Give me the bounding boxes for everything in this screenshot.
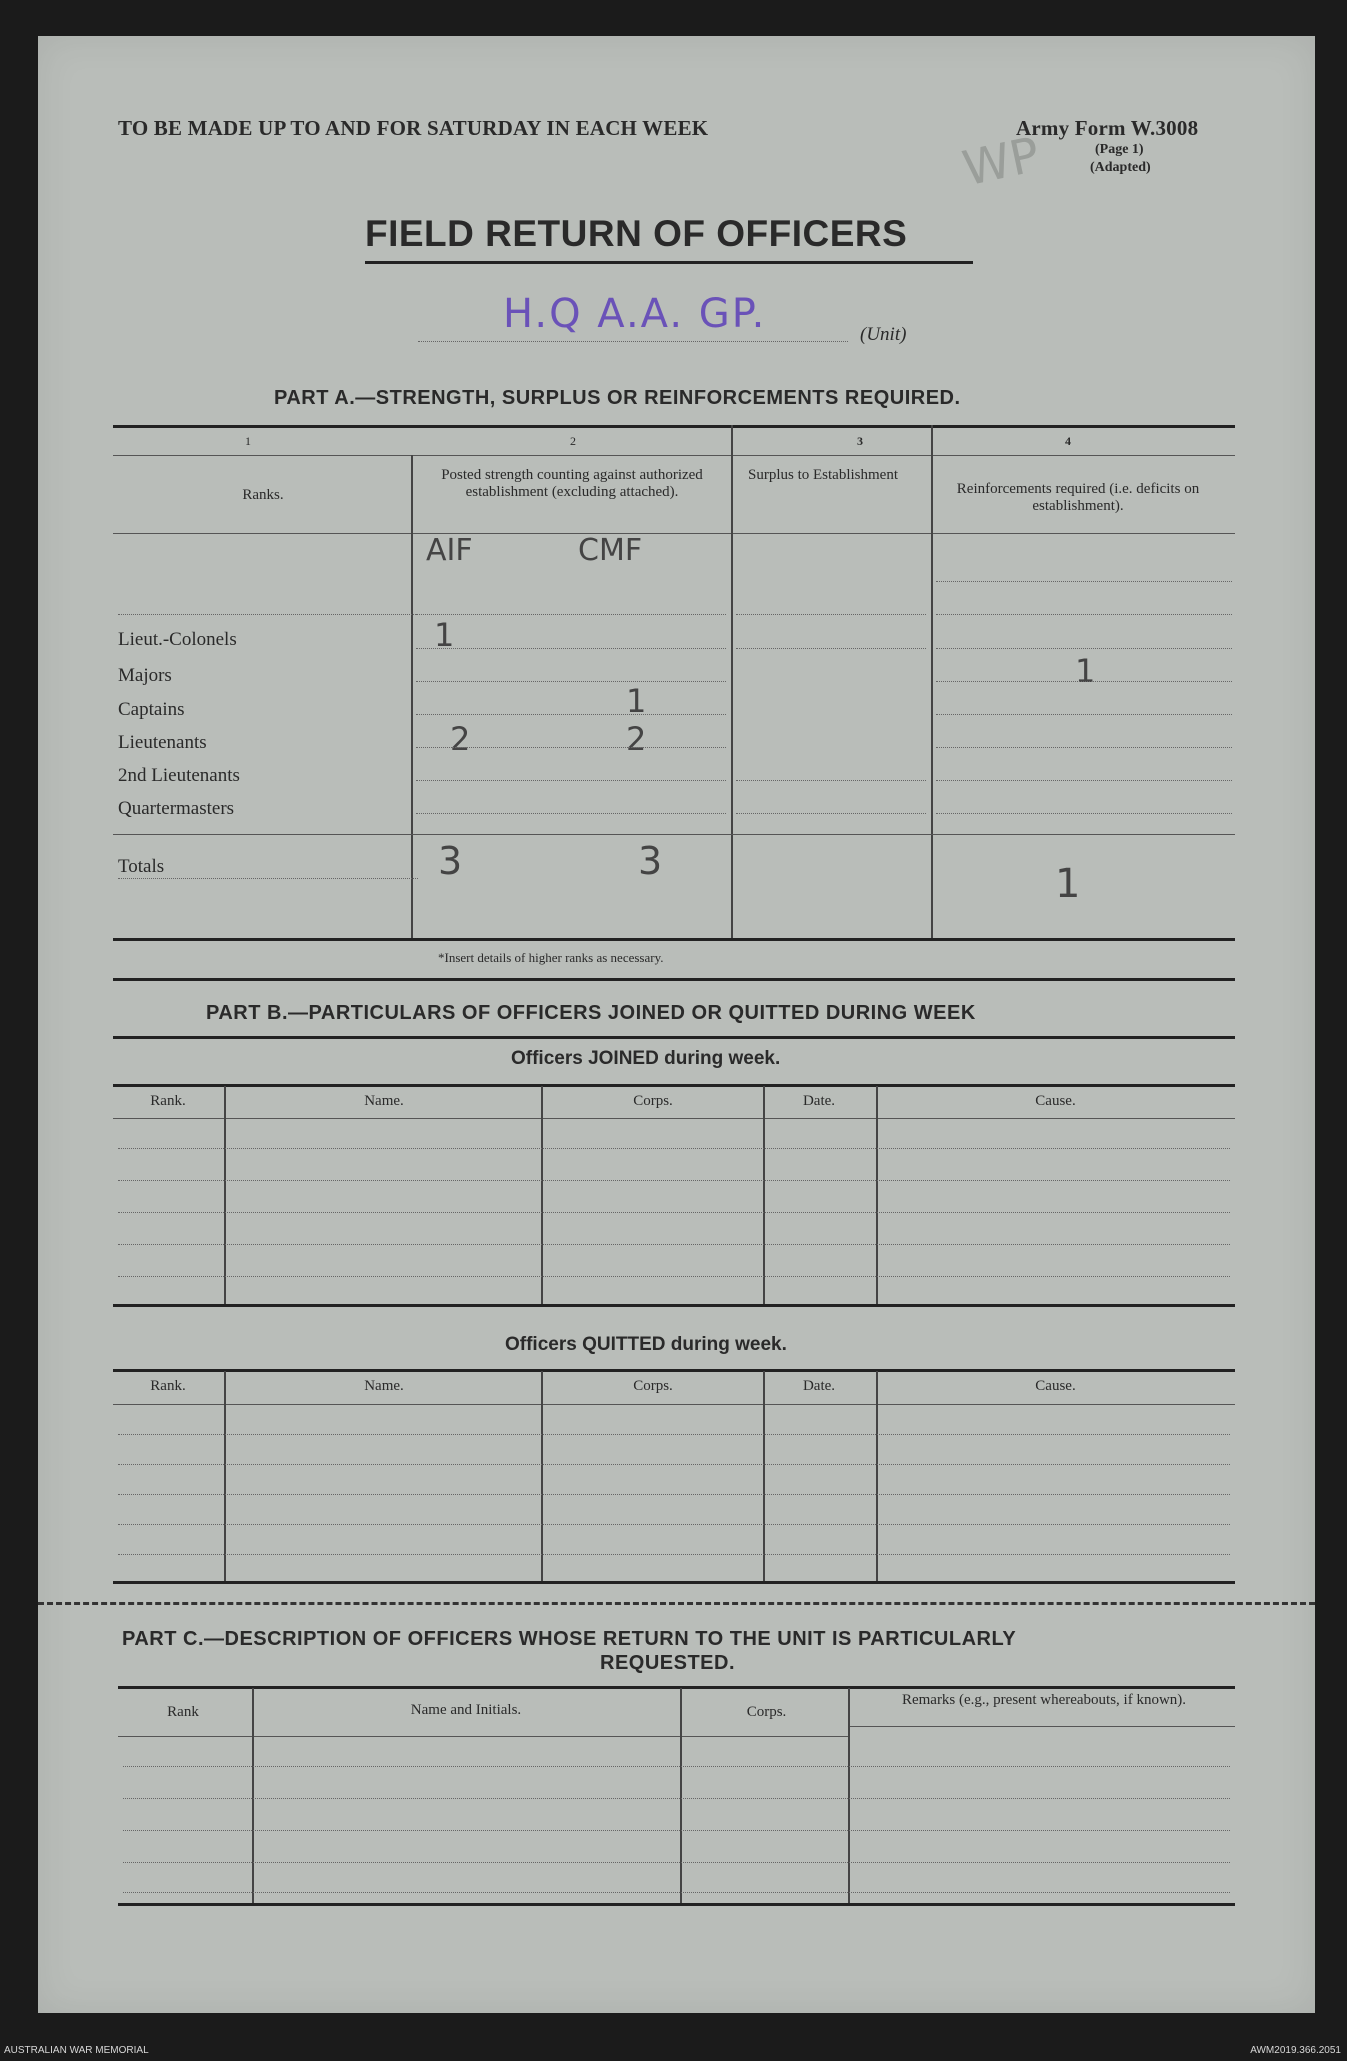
quitted-bottom-rule [113,1581,1235,1584]
row-line [936,614,1232,615]
joined-row-line [118,1148,1230,1149]
row-line [416,813,726,814]
quitted-title: Officers QUITTED during week. [505,1334,787,1355]
aif-lieut-colonels: 1 [434,616,455,654]
part-c-bottom-rule [118,1903,1235,1906]
part-c-title-line2: REQUESTED. [600,1652,736,1674]
joined-row-line [118,1244,1230,1245]
joined-divider [224,1086,226,1304]
part-c-title-line1: PART C.—DESCRIPTION OF OFFICERS WHOSE RETURN TO THE UNIT IS PARTICULARLY [122,1628,1017,1650]
joined-col-date: Date. [802,1093,836,1109]
joined-row-line [118,1180,1230,1181]
part-a-footnote-rule [113,978,1235,981]
form-sheet [38,36,1315,2013]
part-c-col-rank: Rank [167,1704,199,1720]
row-line [936,648,1232,649]
row-line [416,648,726,649]
totals-label: Totals [118,856,165,877]
part-b-title: PART B.—PARTICULARS OF OFFICERS JOINED OR QUITTED DURING WEEK [206,1002,976,1024]
quitted-col-cause: Cause. [1035,1378,1076,1394]
row-line [936,780,1232,781]
part-a-top-rule [113,425,1235,428]
part-c-divider [680,1688,682,1903]
rank-2nd-lieutenants: 2nd Lieutenants [118,765,240,786]
joined-subheader-rule [113,1118,1235,1119]
cmf-captains: 1 [626,682,647,720]
reinforcements-majors: 1 [1075,652,1096,690]
part-c-subheader-rule [118,1736,850,1737]
quitted-col-rank: Rank. [150,1378,186,1394]
quitted-header-rule [113,1369,1235,1372]
col-header-posted-strength: Posted strength counting against authorized establishment (excluding attached). [441,467,703,500]
joined-col-cause: Cause. [1035,1093,1076,1109]
perforation-line [38,1602,1315,1605]
col-header-ranks: Ranks. [242,487,284,503]
page-note: (Page 1) [1095,142,1144,157]
quitted-row-line [118,1464,1230,1465]
joined-title: Officers JOINED during week. [511,1048,781,1069]
row-line [416,681,726,682]
part-c-col-corps: Corps. [746,1704,787,1720]
row-line [416,780,726,781]
part-a-bottom-rule [113,938,1235,941]
totals-rule [113,834,1235,835]
subhead-cmf: CMF [578,533,643,568]
rank-quartermasters: Quartermasters [118,798,235,819]
joined-col-corps: Corps. [633,1093,673,1109]
row-line [936,681,1232,682]
part-c-row-line [123,1766,1230,1767]
joined-bottom-rule [113,1304,1235,1307]
aif-lieutenants: 2 [450,720,471,758]
col-number-2: 2 [570,434,576,448]
part-b-top-rule [113,1036,1235,1039]
rank-lieut-colonels: Lieut.-Colonels [118,629,237,650]
joined-divider [763,1086,765,1304]
row-line [936,581,1232,582]
rank-captains: Captains [118,699,185,720]
part-c-divider [848,1688,850,1903]
part-a-subheader-rule [113,533,1235,534]
row-line [118,878,418,879]
archive-footer [0,2031,1347,2061]
part-a-divider-1 [411,455,413,938]
pencil-mark: WP [958,126,1045,198]
part-c-remarks-rule [850,1726,1235,1727]
part-c-row-line [123,1892,1230,1893]
part-a-divider-3 [931,425,933,938]
cmf-lieutenants: 2 [626,720,647,758]
row-line [416,747,726,748]
adapted-note: (Adapted) [1090,160,1151,175]
footer-accession: AWM2019.366.2051 [1250,2045,1341,2056]
part-c-row-line [123,1862,1230,1863]
part-c-row-line [123,1798,1230,1799]
form-id: Army Form W.3008 [1016,116,1199,140]
part-a-divider-2 [731,425,733,938]
col-header-surplus: Surplus to Establishment [748,467,898,483]
quitted-row-line [118,1554,1230,1555]
row-line [416,714,726,715]
part-a-title: PART A.—STRENGTH, SURPLUS OR REINFORCEMENTS REQUIRED. [274,387,961,409]
quitted-divider [763,1371,765,1581]
subhead-aif: AIF [426,533,473,568]
quitted-col-name: Name. [364,1378,404,1394]
joined-row-line [118,1212,1230,1213]
part-c-col-remarks: Remarks (e.g., present whereabouts, if known). [901,1692,1187,1708]
part-a-footnote: *Insert details of higher ranks as necessary. [438,950,664,965]
row-line [736,813,926,814]
instruction-text: TO BE MADE UP TO AND FOR SATURDAY IN EACH WEEK [118,116,709,140]
total-cmf: 3 [638,839,663,883]
joined-col-name: Name. [364,1093,404,1109]
unit-label: (Unit) [860,324,907,345]
part-c-row-line [123,1830,1230,1831]
joined-divider [541,1086,543,1304]
quitted-subheader-rule [113,1404,1235,1405]
quitted-divider [541,1371,543,1581]
col-number-1: 1 [245,434,251,448]
total-reinforcements: 1 [1055,861,1081,907]
unit-stamp: H.Q A.A. GP. [503,291,767,337]
row-line [736,614,926,615]
quitted-col-date: Date. [802,1378,836,1394]
row-line [936,813,1232,814]
title-underline [365,261,973,264]
col-number-3: 3 [857,434,863,448]
part-c-col-name: Name and Initials. [410,1702,522,1718]
part-a-header-rule [113,455,1235,456]
col-header-reinforcements: Reinforcements required (i.e. deficits on establishment). [956,481,1200,514]
quitted-row-line [118,1494,1230,1495]
total-aif: 3 [438,839,463,883]
quitted-row-line [118,1524,1230,1525]
row-line [936,714,1232,715]
unit-dotted-line [418,341,848,342]
rank-majors: Majors [118,665,172,686]
joined-divider [876,1086,878,1304]
row-line [736,648,926,649]
rank-lieutenants: Lieutenants [118,732,207,753]
quitted-divider [876,1371,878,1581]
joined-header-rule [113,1084,1235,1087]
row-line [736,780,926,781]
part-c-divider [252,1688,254,1903]
joined-col-rank: Rank. [150,1093,186,1109]
part-c-top-rule [118,1686,1235,1689]
col-number-4: 4 [1065,434,1071,448]
quitted-row-line [118,1434,1230,1435]
row-line [936,747,1232,748]
quitted-divider [224,1371,226,1581]
footer-source: AUSTRALIAN WAR MEMORIAL [4,2045,149,2056]
joined-row-line [118,1276,1230,1277]
page-title: FIELD RETURN OF OFFICERS [365,213,908,254]
quitted-col-corps: Corps. [633,1378,673,1394]
row-line [416,614,726,615]
row-line [118,614,418,615]
